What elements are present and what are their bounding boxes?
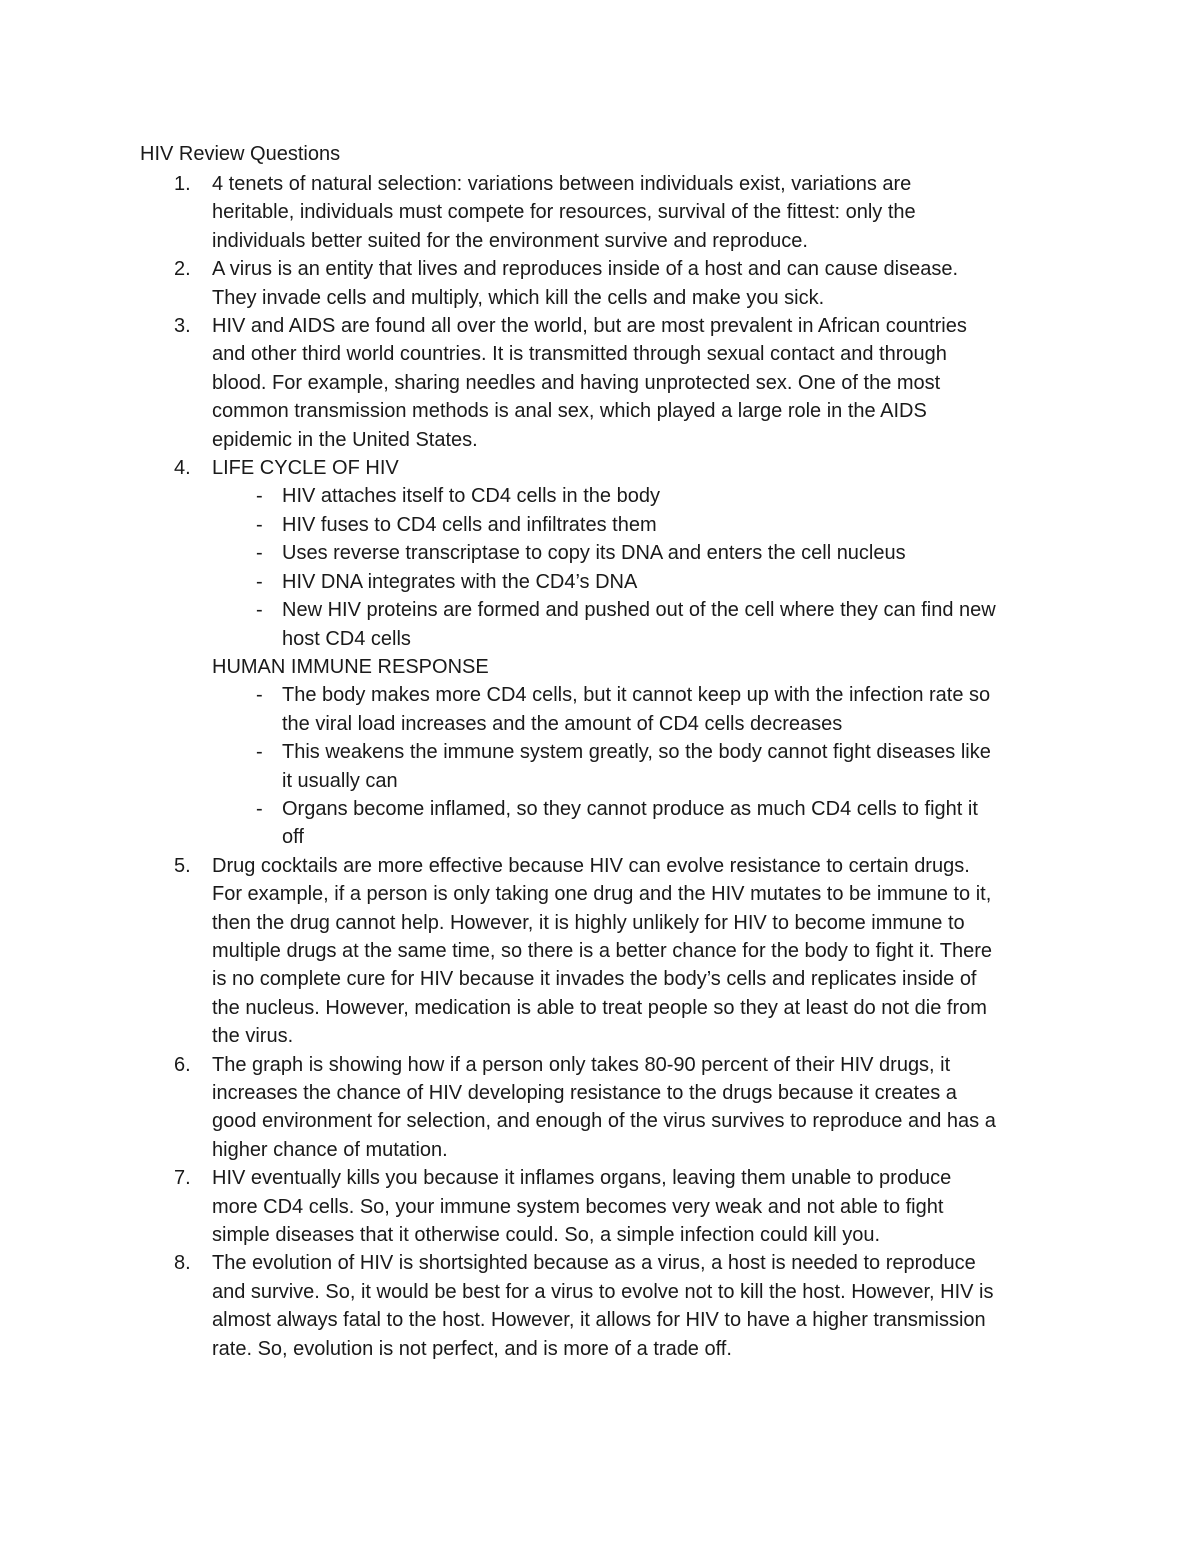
answer-line: the virus. xyxy=(212,1025,294,1048)
question-item xyxy=(140,170,1070,255)
bullet-text-line: off xyxy=(282,826,304,849)
bullet-item xyxy=(212,482,1070,510)
answer-line: individuals better suited for the environment survive and reproduce. xyxy=(212,229,808,252)
bullet-item xyxy=(212,795,1070,852)
question-number: 4. xyxy=(174,457,191,480)
answer-line: The graph is showing how if a person only takes 80-90 percent of their HIV drugs, it xyxy=(212,1053,951,1076)
question-item xyxy=(140,255,1070,312)
answer-line: increases the chance of HIV developing resistance to the drugs because it creates a xyxy=(212,1082,957,1104)
bullet-text-line: HIV DNA integrates with the CD4’s DNA xyxy=(282,570,638,593)
answer-line: Drug cocktails are more effective because HIV can evolve resistance to certain drugs. xyxy=(212,854,970,877)
answer-line: the nucleus. However, medication is able to treat people so they at least do not die from xyxy=(212,996,987,1019)
answer-line: blood. For example, sharing needles and having unprotected sex. One of the most xyxy=(212,371,941,394)
bullet-item xyxy=(212,681,1070,738)
answer-line: and survive. So, it would be best for a virus to evolve not to kill the host. However, HIV is xyxy=(212,1280,994,1303)
dash-bullet: - xyxy=(256,542,263,565)
question-item xyxy=(140,312,1070,454)
question-item xyxy=(140,1051,1070,1165)
answer-line: They invade cells and multiply, which kill the cells and make you sick. xyxy=(212,286,825,309)
bullet-item xyxy=(212,511,1070,539)
question-list xyxy=(140,170,1070,1363)
bullet-item xyxy=(212,596,1070,653)
answer-line: rate. So, evolution is not perfect, and is more of a trade off. xyxy=(212,1337,732,1360)
bullet-text-line: HIV fuses to CD4 cells and infiltrates them xyxy=(282,513,657,536)
dash-bullet: - xyxy=(256,599,263,622)
answer-line: HIV and AIDS are found all over the world, but are most prevalent in African countries xyxy=(212,315,967,338)
bullet-text-line: it usually can xyxy=(282,769,398,792)
dash-bullet: - xyxy=(256,684,263,707)
answer-line: A virus is an entity that lives and reproduces inside of a host and can cause disease. xyxy=(212,258,958,281)
question-number: 5. xyxy=(174,854,191,877)
document-title: HIV Review Questions xyxy=(140,143,341,165)
bullet-text-line: This weakens the immune system greatly, so the body cannot fight diseases like xyxy=(282,741,991,764)
answer-line: then the drug cannot help. However, it is highly unlikely for HIV to become immune to xyxy=(212,911,965,934)
bullet-text-line: the viral load increases and the amount of CD4 cells decreases xyxy=(282,712,843,735)
question-item xyxy=(140,852,1070,1051)
question-item xyxy=(140,1164,1070,1249)
question-number: 8. xyxy=(174,1252,191,1275)
question-item xyxy=(140,454,1070,852)
answer-line: more CD4 cells. So, your immune system becomes very weak and not able to fight xyxy=(212,1195,944,1218)
bullet-text-line: host CD4 cells xyxy=(282,627,411,650)
answer-line: common transmission methods is anal sex, which played a large role in the AIDS xyxy=(212,400,927,423)
dash-bullet: - xyxy=(256,797,263,820)
answer-line: multiple drugs at the same time, so there is a better chance for the body to fight it. There xyxy=(212,939,993,962)
answer-line: heritable, individuals must compete for resources, survival of the fittest: only the xyxy=(212,201,916,224)
answer-line: almost always fatal to the host. However, it allows for HIV to have a higher transmission xyxy=(212,1309,986,1332)
question-number: 1. xyxy=(174,173,191,195)
question-number: 3. xyxy=(174,315,191,338)
dash-bullet: - xyxy=(256,485,263,508)
dash-bullet: - xyxy=(256,513,263,536)
answer-line: simple diseases that it otherwise could. So, a simple infection could kill you. xyxy=(212,1224,881,1247)
answer-line: good environment for selection, and enough of the virus survives to reproduce and has a xyxy=(212,1110,996,1133)
bullet-item xyxy=(212,738,1070,795)
answer-line: The evolution of HIV is shortsighted because as a virus, a host is needed to reproduce xyxy=(212,1252,976,1275)
answer-line: epidemic in the United States. xyxy=(212,428,478,451)
bullet-text-line: Uses reverse transcriptase to copy its DNA and enters the cell nucleus xyxy=(282,542,906,565)
answer-line: HIV eventually kills you because it inflames organs, leaving them unable to produce xyxy=(212,1167,952,1190)
dash-bullet: - xyxy=(256,570,263,593)
question-number: 7. xyxy=(174,1167,191,1190)
immune-response-list xyxy=(212,681,1070,851)
bullet-text-line: The body makes more CD4 cells, but it cannot keep up with the infection rate so xyxy=(282,684,991,707)
answer-line: 4 tenets of natural selection: variations between individuals exist, variations are xyxy=(212,173,912,195)
question-number: 6. xyxy=(174,1053,191,1076)
immune-response-heading: HUMAN IMMUNE RESPONSE xyxy=(212,655,489,678)
answer-line: higher chance of mutation. xyxy=(212,1138,448,1161)
bullet-text-line: HIV attaches itself to CD4 cells in the body xyxy=(282,485,660,508)
answer-line: For example, if a person is only taking one drug and the HIV mutates to be immune to it, xyxy=(212,883,992,906)
answer-line: and other third world countries. It is transmitted through sexual contact and through xyxy=(212,343,947,366)
bullet-text-line: New HIV proteins are formed and pushed out of the cell where they can find new xyxy=(282,599,996,622)
life-cycle-heading: LIFE CYCLE OF HIV xyxy=(212,457,399,480)
answer-line: is no complete cure for HIV because it invades the body’s cells and replicates inside of xyxy=(212,968,977,991)
dash-bullet: - xyxy=(256,741,263,764)
question-number: 2. xyxy=(174,258,191,281)
bullet-text-line: Organs become inflamed, so they cannot produce as much CD4 cells to fight it xyxy=(282,797,978,820)
question-item xyxy=(140,1249,1070,1363)
bullet-item xyxy=(212,568,1070,596)
life-cycle-list xyxy=(212,482,1070,652)
bullet-item xyxy=(212,539,1070,567)
